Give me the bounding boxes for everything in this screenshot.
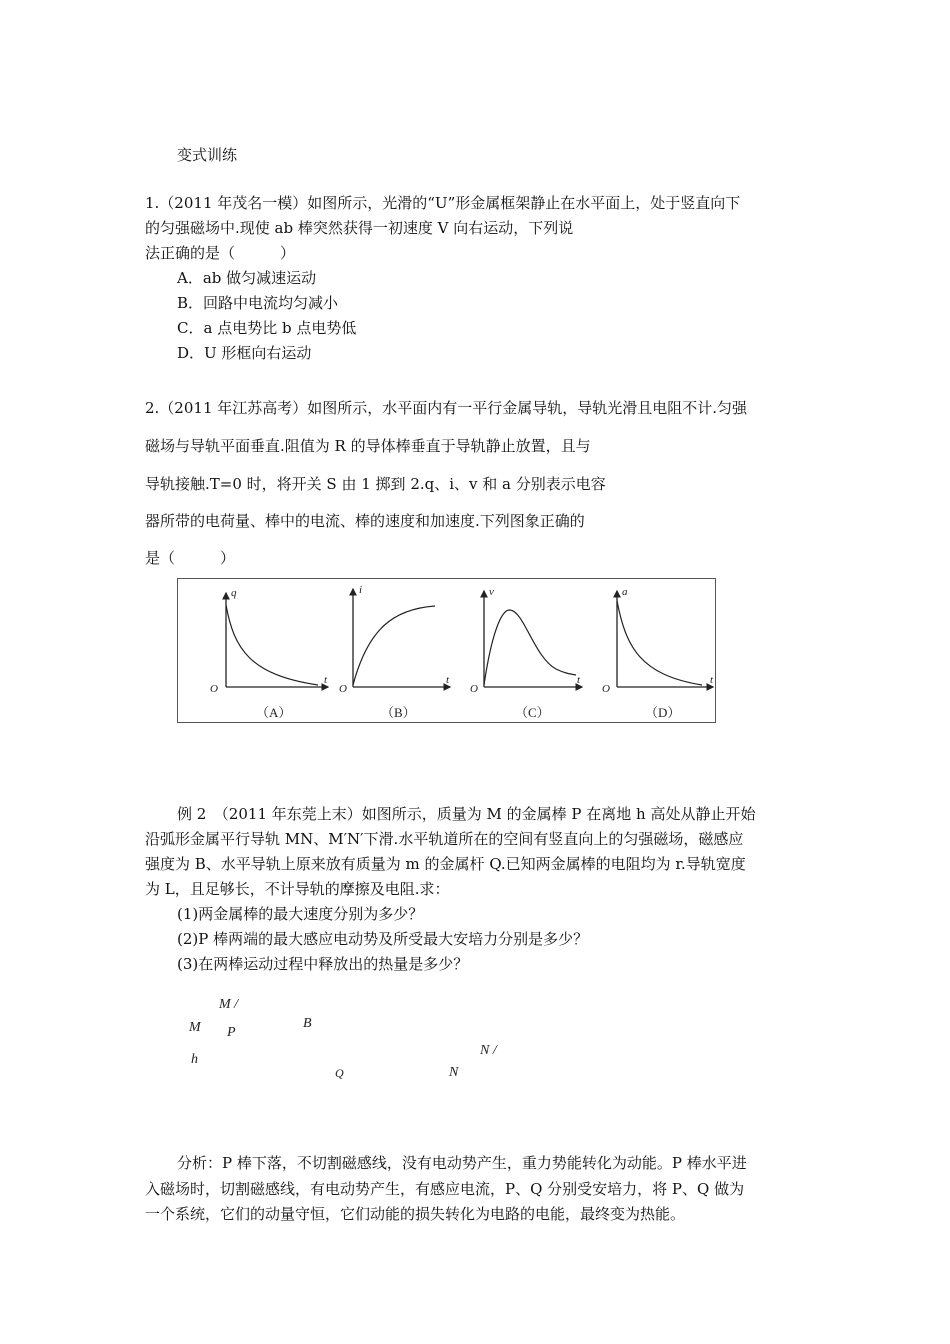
fig-label-n-prime: N / bbox=[480, 1043, 497, 1058]
ex2-line-1: 例 2 （2011 年东莞上末）如图所示，质量为 M 的金属棒 P 在离地 h 高处从静止开始 bbox=[177, 805, 756, 823]
ex2-line-3: 强度为 B、水平导轨上原来放有质量为 m 的金属杆 Q.已知两金属棒的电阻均为 r.导轨宽度 bbox=[145, 855, 746, 873]
graph-d-xlabel: t bbox=[710, 674, 714, 686]
q1-line-3: 法正确的是（ ） bbox=[145, 244, 296, 262]
ex2-item-3: (3)在两棒运动过程中释放出的热量是多少？ bbox=[177, 955, 469, 973]
fig-label-p: P bbox=[227, 1025, 236, 1040]
q1-line-1: 1.（2011 年茂名一模）如图所示，光滑的“U”形金属框架静止在水平面上，处于竖直向下 bbox=[145, 194, 741, 212]
analysis-line-3: 一个系统，它们的动量守恒，它们动能的损失转化为电路的电能，最终变为热能。 bbox=[145, 1205, 686, 1223]
graph-a-caption: （A） bbox=[256, 705, 292, 720]
ex2-line-2: 沿弧形金属平行导轨 MN、M′N′下滑.水平轨道所在的空间有竖直向上的匀强磁场，磁感应 bbox=[145, 830, 744, 848]
graph-b bbox=[339, 584, 450, 720]
ex2-item-2: (2)P 棒两端的最大感应电动势及所受最大安培力分别是多少？ bbox=[177, 930, 589, 948]
q1-option-a: A．ab 做匀减速运动 bbox=[177, 269, 317, 287]
graph-c-caption: （C） bbox=[515, 705, 550, 720]
graph-a-ylabel: q bbox=[231, 587, 237, 599]
graph-b-ylabel: i bbox=[359, 584, 363, 596]
fig-label-q: Q bbox=[335, 1066, 344, 1080]
q2-line-1: 2.（2011 年江苏高考）如图所示，水平面内有一平行金属导轨，导轨光滑且电阻不计.匀强 bbox=[145, 399, 748, 417]
graph-d-origin: O bbox=[602, 683, 610, 695]
graph-a-origin: O bbox=[210, 683, 218, 695]
q1-option-c: C．a 点电势比 b 点电势低 bbox=[177, 319, 357, 337]
fig-label-m: M bbox=[189, 1020, 201, 1035]
graph-c-origin: O bbox=[470, 683, 478, 695]
q2-line-5: 是（ ） bbox=[145, 549, 236, 567]
graph-a-xlabel: t bbox=[324, 674, 328, 686]
graph-a bbox=[210, 587, 328, 720]
graph-d-caption: （D） bbox=[645, 705, 681, 720]
analysis-line-2: 入磁场时，切割磁感线，有电动势产生，有感应电流，P、Q 分别受安培力，将 P、Q 做为 bbox=[145, 1180, 745, 1198]
graph-d-ylabel: a bbox=[622, 586, 628, 598]
graph-b-origin: O bbox=[339, 683, 347, 695]
fig-label-b: B bbox=[303, 1016, 312, 1031]
graph-c bbox=[470, 586, 582, 720]
graph-figure bbox=[177, 578, 716, 723]
q2-line-3: 导轨接触.T=0 时，将开关 S 由 1 掷到 2.q、i、v 和 a 分别表示电容 bbox=[145, 475, 606, 493]
q1-option-b: B．回路中电流均匀减小 bbox=[177, 294, 339, 312]
graph-b-caption: （B） bbox=[381, 705, 416, 720]
graph-svg bbox=[178, 579, 715, 722]
q2-line-2: 磁场与导轨平面垂直.阻值为 R 的导体棒垂直于导轨静止放置，且与 bbox=[145, 437, 591, 455]
graph-d bbox=[602, 586, 714, 720]
fig-label-n: N bbox=[449, 1065, 459, 1080]
section-heading: 变式训练 bbox=[177, 146, 238, 164]
q1-option-d: D．U 形框向右运动 bbox=[177, 344, 312, 362]
ex2-line-4: 为 L，且足够长，不计导轨的摩擦及电阻.求： bbox=[145, 880, 450, 898]
analysis-line-1: 分析：P 棒下落，不切割磁感线，没有电动势产生，重力势能转化为动能。P 棒水平进 bbox=[177, 1154, 747, 1172]
fig-label-h: h bbox=[191, 1052, 198, 1067]
graph-c-xlabel: t bbox=[577, 674, 581, 686]
ex2-item-1: (1)两金属棒的最大速度分别为多少？ bbox=[177, 905, 424, 923]
q2-line-4: 器所带的电荷量、棒中的电流、棒的速度和加速度.下列图象正确的 bbox=[145, 512, 585, 530]
graph-b-xlabel: t bbox=[446, 674, 450, 686]
q1-line-2: 的匀强磁场中.现使 ab 棒突然获得一初速度 V 向右运动，下列说 bbox=[145, 219, 574, 237]
fig-label-m-prime: M / bbox=[219, 997, 239, 1012]
graph-c-ylabel: v bbox=[489, 586, 494, 598]
